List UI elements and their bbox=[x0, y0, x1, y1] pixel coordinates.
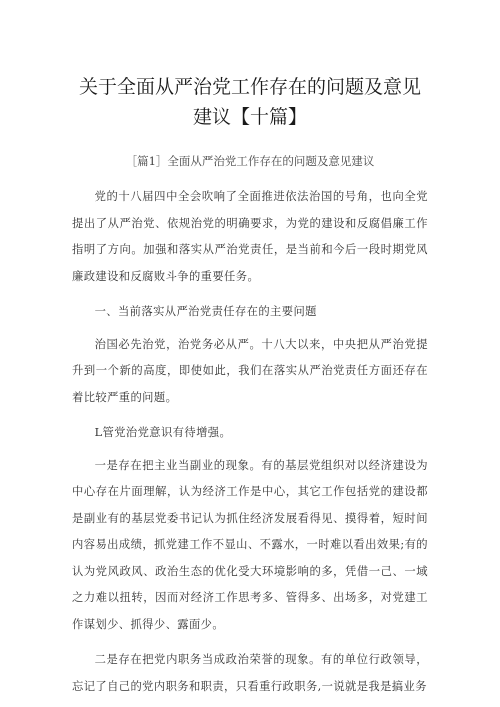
paragraph-governance: 治国必先治党，治党务必从严。十八大以来，中央把从严治党提升到一个新的高度，即使如此，我们在落实从严治党责任方面还存在着比较严重的问题。 bbox=[72, 337, 428, 404]
document-title bbox=[72, 0, 428, 132]
title-line-1: 关于全面从严治党工作存在的问题及意见 bbox=[78, 76, 421, 98]
title-line-2: 建议【十篇】 bbox=[192, 106, 307, 128]
paragraph-point-two: 二是存在把党内职务当成政治荣誉的现象。有的单位行政领导，忘记了自己的党内职务和职责，只看重行政职务,一说就是我是搞业务 bbox=[72, 653, 428, 693]
paragraph-point-one: 一是存在把主业当副业的现象。有的基层党组织对以经济建设为中心存在片面理解，认为经济工作是中心，其它工作包括党的建设都是副业有的基层党委书记认为抓住经济发展看得见、摸得着，短时间内容易出成绩，抓党建工作不显山、不露水，一时难以看出效果;有的认为党风政风、政治生态的优化受大环境影响的多，凭借一己、一域之力难以扭转，因而对经济工作思考多、管得多、出场多，对党建工作谋划少、抓得少、露面少。 bbox=[72, 458, 428, 631]
paragraph-intro: 党的十八届四中全会吹响了全面推进依法治国的号角，也向全党提出了从严治党、依规治党的明确要求，为党的建设和反腐倡廉工作指明了方向。加强和落实从严治党责任，是当前和今后一段时期党风廉政建设和反腐败斗争的重要任务。 bbox=[72, 190, 428, 283]
section-subtitle: ［篇1］全面从严治党工作存在的问题及意见建议 bbox=[125, 154, 375, 168]
section-heading: 一、当前落实从严治党责任存在的主要问题 bbox=[94, 305, 317, 318]
subsection-heading: L管党治党意识有待增强。 bbox=[94, 426, 232, 439]
